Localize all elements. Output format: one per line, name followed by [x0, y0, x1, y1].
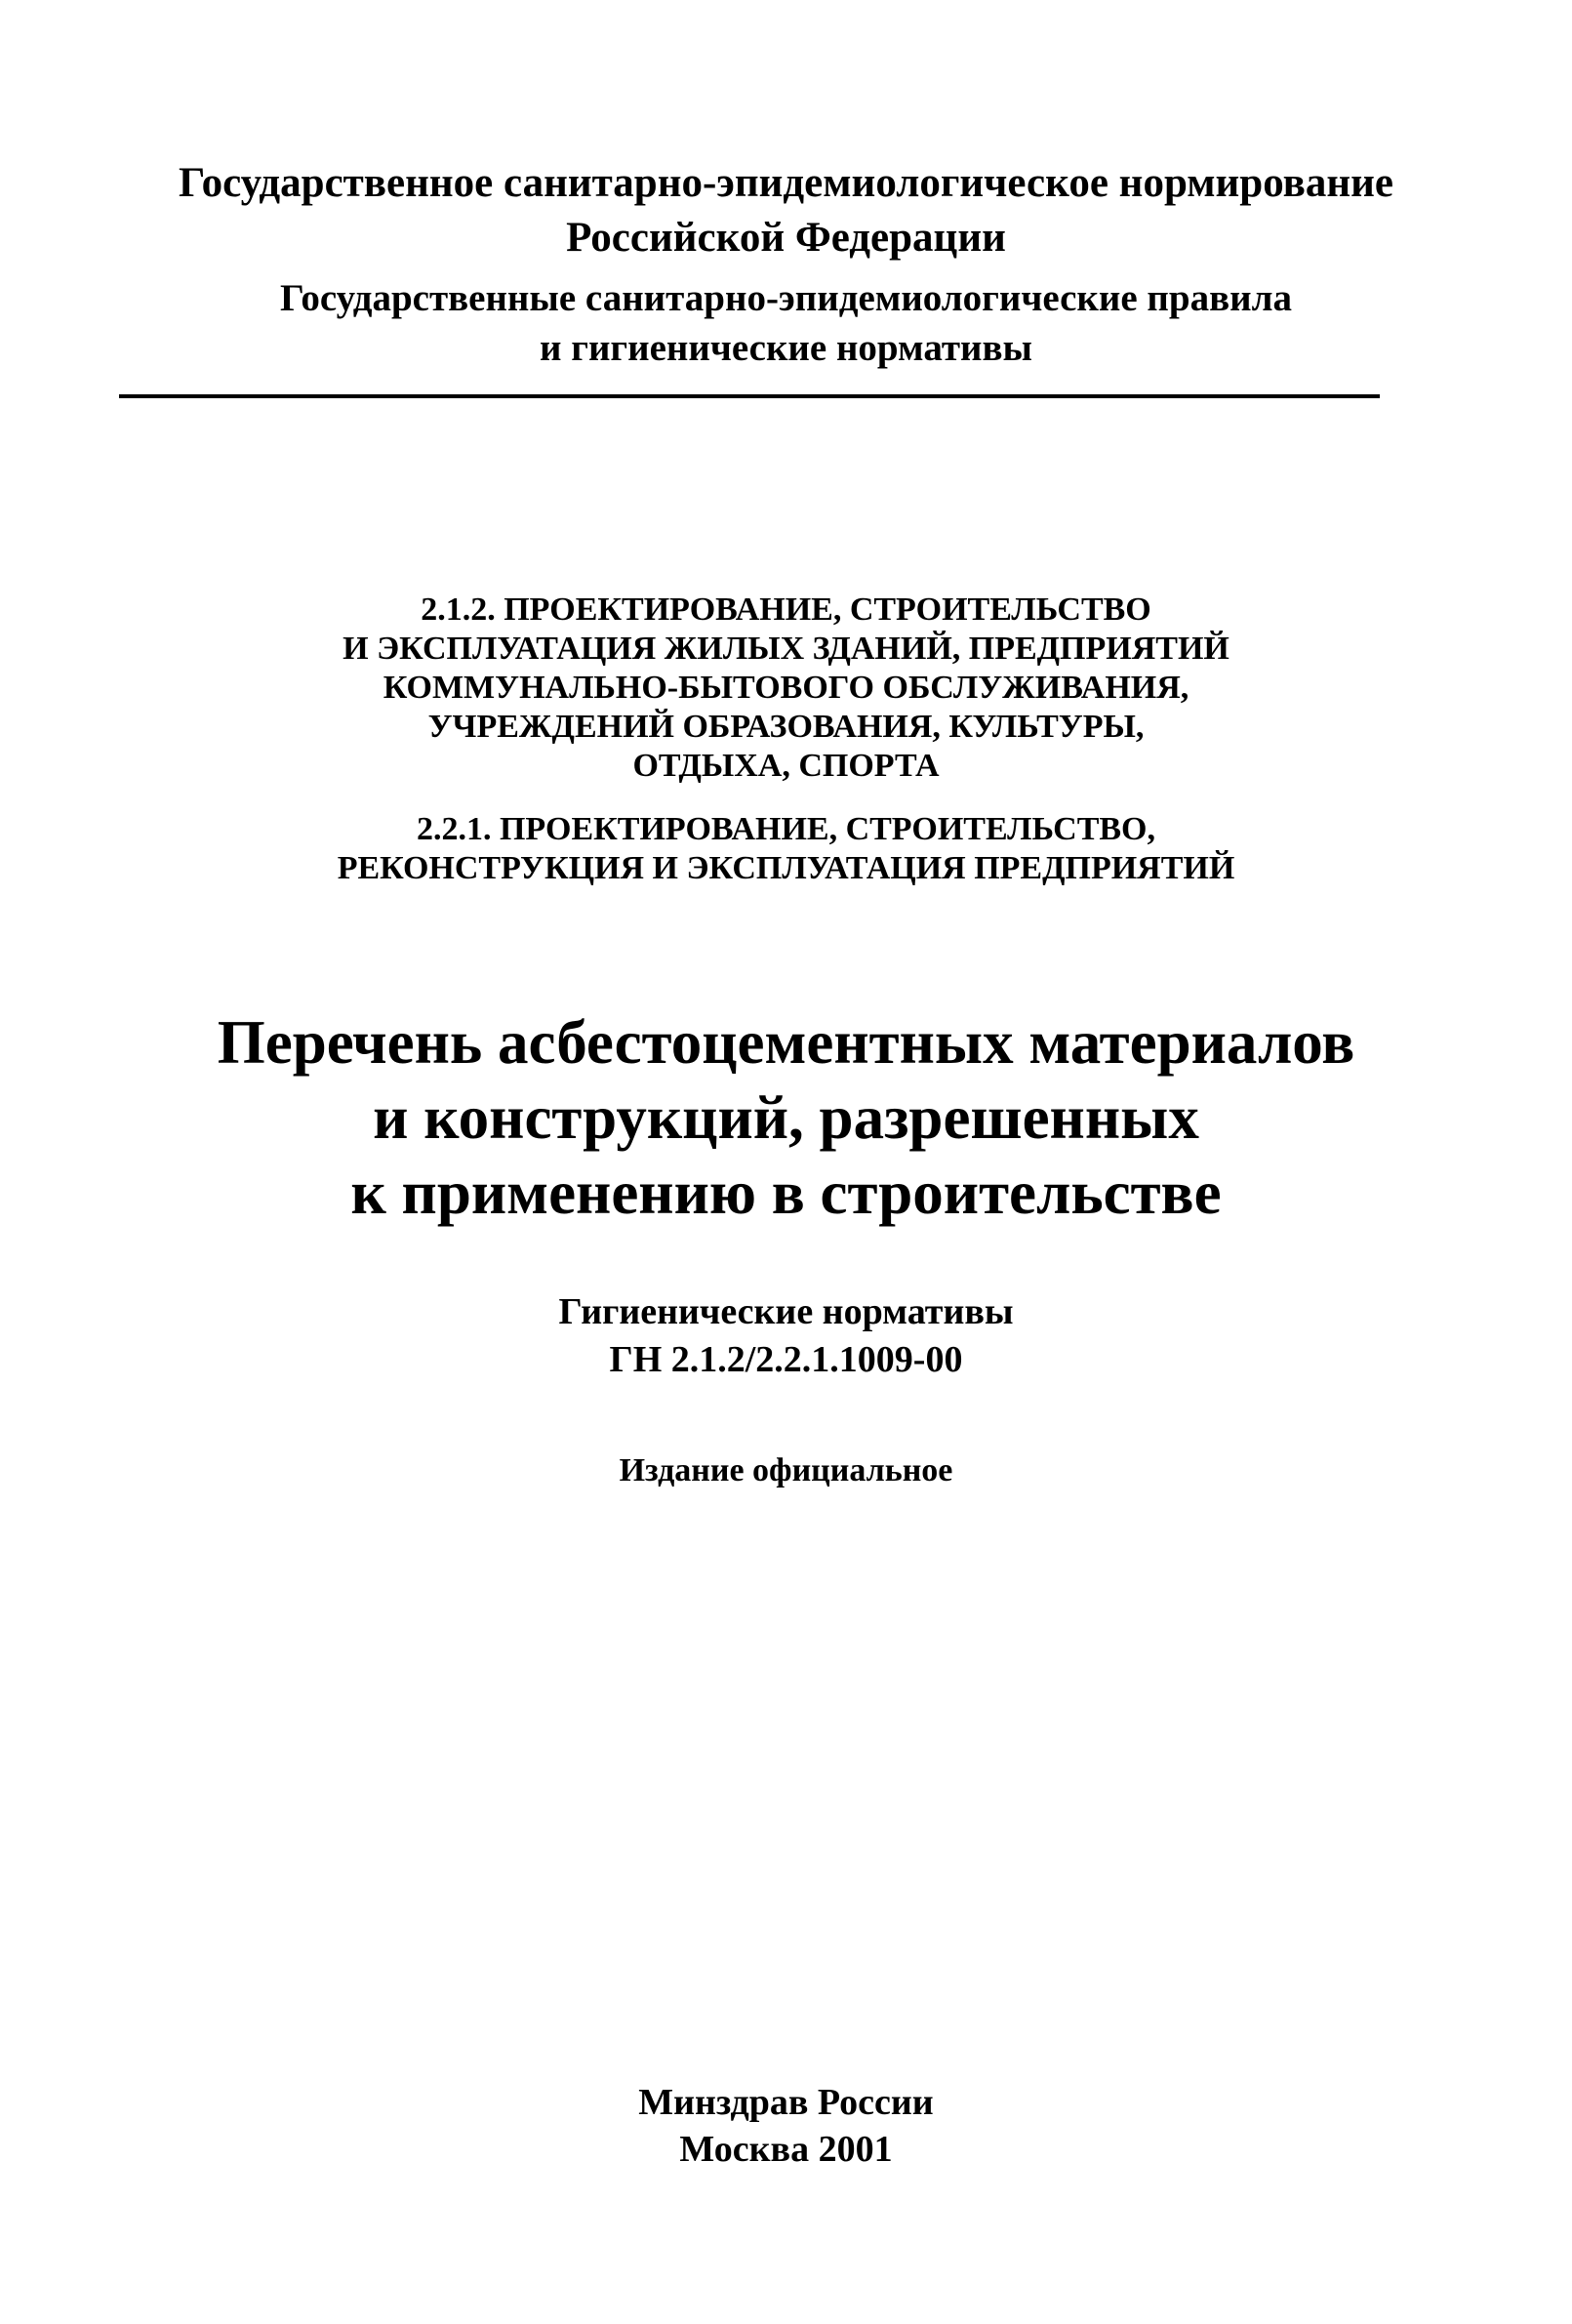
section-1-line-4: УЧРЕЖДЕНИЙ ОБРАЗОВАНИЯ, КУЛЬТУРЫ, — [427, 709, 1145, 745]
title-line-3: к применению в строительстве — [350, 1159, 1222, 1227]
edition-text: Издание официальное — [619, 1452, 953, 1488]
header-rules — [0, 273, 1572, 373]
title-line-2: и конструкций, разрешенных — [373, 1083, 1199, 1152]
norms-type: Гигиенические нормативы — [558, 1291, 1014, 1332]
section-1-line-1: 2.1.2. ПРОЕКТИРОВАНИЕ, СТРОИТЕЛЬСТВО — [421, 591, 1151, 628]
section-1-line-3: КОММУНАЛЬНО-БЫТОВОГО ОБСЛУЖИВАНИЯ, — [383, 670, 1189, 706]
header-rules-line-2: и гигиенические нормативы — [540, 327, 1032, 369]
header-org-line-2: Российской Федерации — [566, 215, 1006, 261]
title-line-1: Перечень асбестоцементных материалов — [217, 1008, 1355, 1077]
publisher-imprint — [0, 2079, 1572, 2173]
section-2-line-2: РЕКОНСТРУКЦИЯ И ЭКСПЛУАТАЦИЯ ПРЕДПРИЯТИЙ — [337, 850, 1235, 886]
norms-code: ГН 2.1.2/2.2.1.1009-00 — [609, 1339, 963, 1380]
header-rules-line-1: Государственные санитарно-эпидемиологические правила — [279, 277, 1293, 319]
norms-designation — [0, 1288, 1572, 1384]
header-organization — [0, 156, 1572, 265]
section-heading-2-2-1 — [0, 810, 1572, 888]
section-2-line-1: 2.2.1. ПРОЕКТИРОВАНИЕ, СТРОИТЕЛЬСТВО, — [416, 811, 1155, 847]
publisher-place-year: Москва 2001 — [679, 2129, 893, 2170]
document-title — [0, 1005, 1572, 1231]
publisher-name: Минздрав России — [638, 2082, 934, 2123]
section-1-line-5: ОТДЫХА, СПОРТА — [632, 748, 940, 784]
section-heading-2-1-2 — [0, 591, 1572, 786]
edition-note — [0, 1449, 1572, 1492]
header-org-line-1: Государственное санитарно-эпидемиологическое нормирование — [179, 160, 1393, 206]
header-divider — [119, 394, 1380, 398]
section-1-line-2: И ЭКСПЛУАТАЦИЯ ЖИЛЫХ ЗДАНИЙ, ПРЕДПРИЯТИЙ — [343, 631, 1229, 667]
